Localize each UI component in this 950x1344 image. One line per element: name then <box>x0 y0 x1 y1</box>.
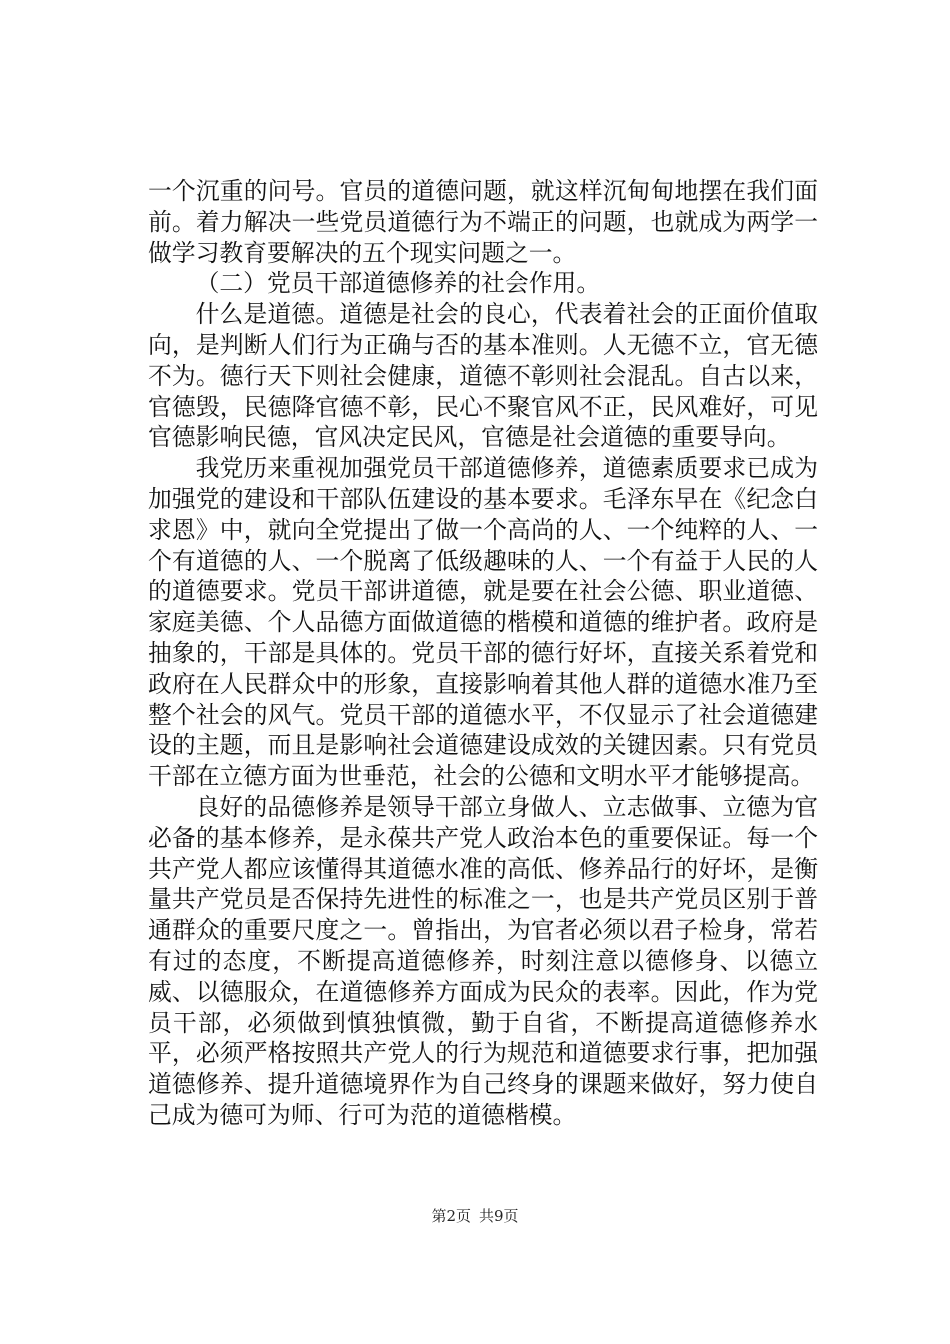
paragraph-moral-cultivation: 良好的品德修养是领导干部立身做人、立志做事、立德为官必备的基本修养，是永葆共产党人政治本色的重要保证。每一个共产党人都应该懂得其道德水准的高低、修养品行的好坏，是衡量共产党员是否保持先进性的标准之一，也是共产党员区别于普通群众的重要尺度之一。曾指出，为官者必须以君子检身，常若有过的态度，不断提高道德修养，时刻注意以德修身、以德立威、以德服众，在道德修养方面成为民众的表率。因此，作为党员干部，必须做到慎独慎微，勤于自省，不断提高道德修养水平，必须严格按照共产党人的行为规范和道德要求行事，把加强道德修养、提升道德境界作为自己终身的课题来做好，努力使自己成为德可为师、行可为范的道德楷模。 <box>148 792 818 1129</box>
paragraph-continuation: 一个沉重的问号。官员的道德问题，就这样沉甸甸地摆在我们面前。着力解决一些党员道德行为不端正的问题，也就成为两学一做学习教育要解决的五个现实问题之一。 <box>148 177 818 267</box>
section-heading: （二）党员干部道德修养的社会作用。 <box>195 269 601 298</box>
page-total: 共9页 <box>479 1207 519 1225</box>
page-footer <box>0 1206 950 1226</box>
page-number: 第2页 <box>431 1207 471 1225</box>
paragraph-what-is-morality: 什么是道德。道德是社会的良心，代表着社会的正面价值取向，是判断人们行为正确与否的基本准则。人无德不立，官无德不为。德行天下则社会健康，道德不彰则社会混乱。自古以来，官德毁，民德降官德不彰，民心不聚官风不正，民风难好，可见官德影响民德，官风决定民风，官德是社会道德的重要导向。 <box>148 300 818 452</box>
paragraph-party-tradition: 我党历来重视加强党员干部道德修养，道德素质要求已成为加强党的建设和干部队伍建设的基本要求。毛泽东早在《纪念白求恩》中，就向全党提出了做一个高尚的人、一个纯粹的人、一个有道德的人、一个脱离了低级趣味的人、一个有益于人民的人的道德要求。党员干部讲道德，就是要在社会公德、职业道德、家庭美德、个人品德方面做道德的楷模和道德的维护者。政府是抽象的，干部是具体的。党员干部的德行好坏，直接关系着党和政府在人民群众中的形象，直接影响着其他人群的道德水准乃至整个社会的风气。党员干部的道德水平，不仅显示了社会道德建设的主题，而且是影响社会道德建设成效的关键因素。只有党员干部在立德方面为世垂范，社会的公德和文明水平才能够提高。 <box>148 454 818 791</box>
document-body <box>148 176 818 1131</box>
